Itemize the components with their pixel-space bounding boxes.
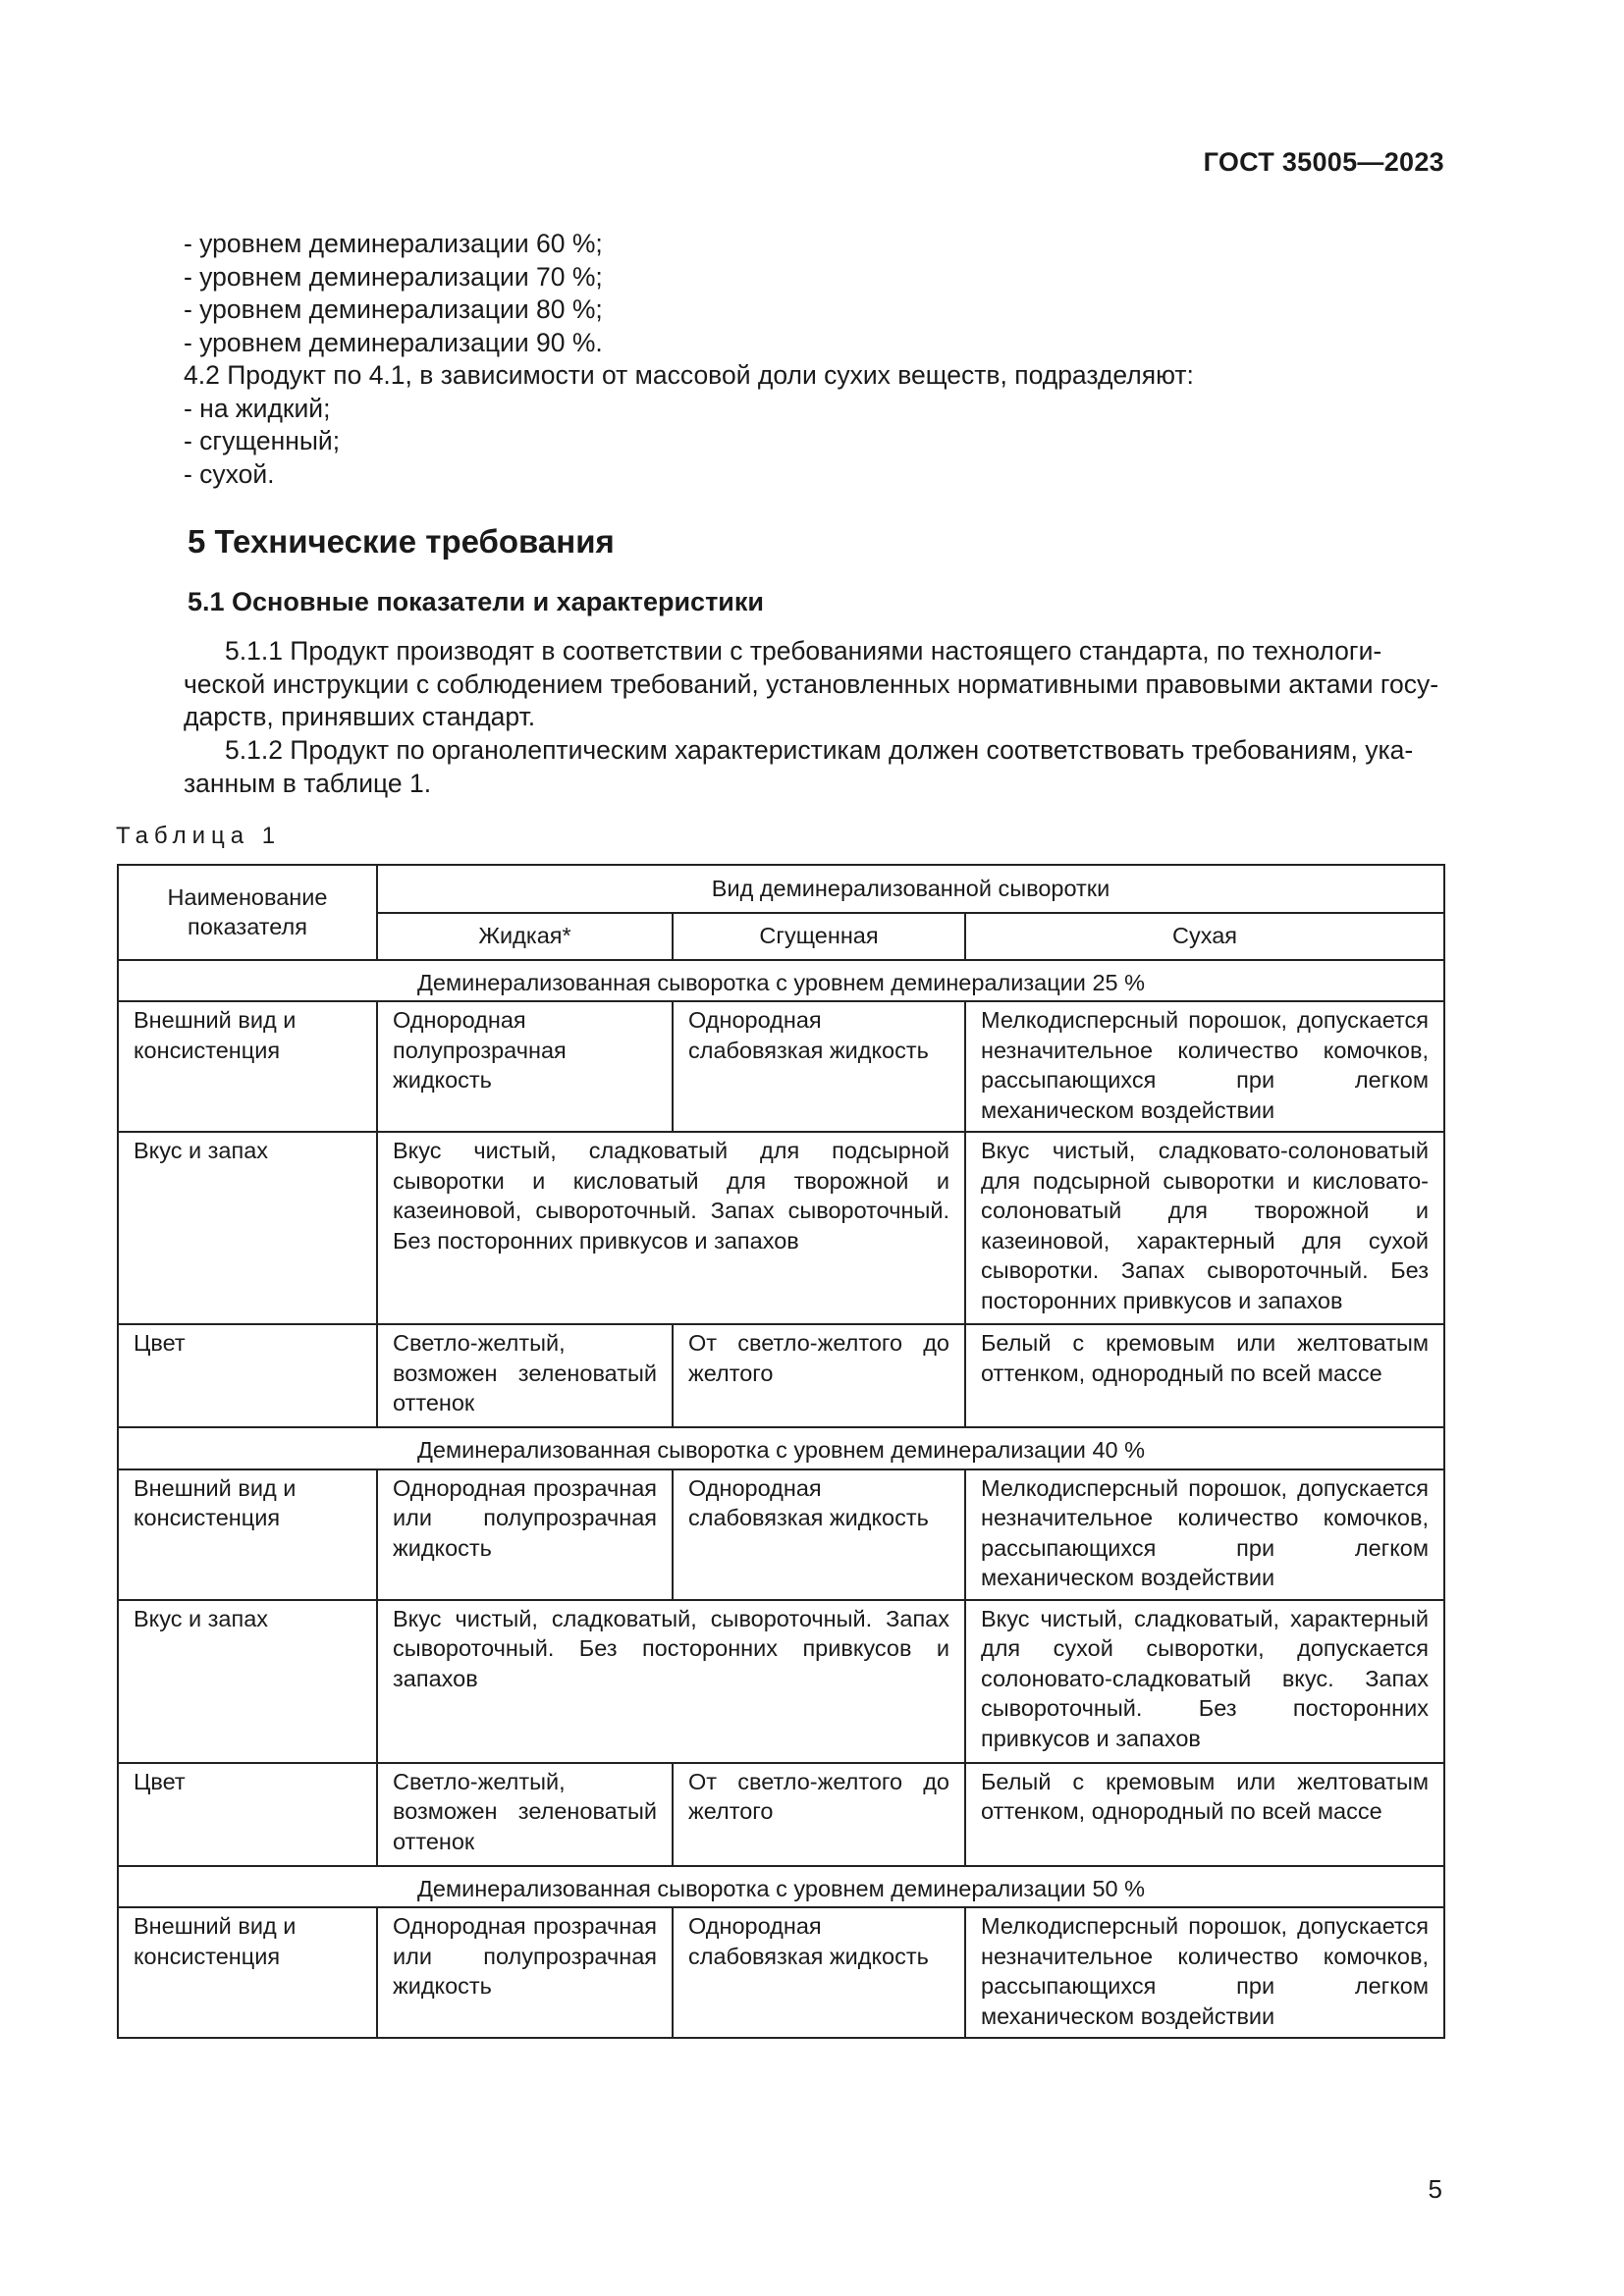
- list-item: - уровнем деминерализации 80 %;: [184, 294, 603, 324]
- list-item: - уровнем деминерализации 60 %;: [184, 229, 603, 258]
- paragraph-5-1-1: [184, 635, 1442, 734]
- cell-name: Цвет: [118, 1324, 377, 1427]
- paragraph-5-1-2: [184, 734, 1442, 800]
- table-row: [118, 1132, 1444, 1324]
- section-row: Деминерализованная сыворотка с уровнем деминерализации 25 %: [118, 960, 1444, 1002]
- cell-dry: Белый с кремовым или желтоватым оттенком, однородный по всей массе: [965, 1763, 1444, 1866]
- paragraph-line: 5.1.1 Продукт производят в соответствии с требованиями настоящего стандарта, по технологи-: [225, 636, 1382, 666]
- cell-name: Цвет: [118, 1763, 377, 1866]
- table-row: [118, 1469, 1444, 1600]
- cell-liquid: Светло-желтый, возможен зеленоватый оттенок: [377, 1763, 673, 1866]
- cell-liquid-condensed: Вкус чистый, сладковатый, сывороточный. Запах сывороточный. Без посторонних привкусов и запахов: [377, 1600, 965, 1763]
- table-row: [118, 1001, 1444, 1132]
- cell-dry: Вкус чистый, сладковато-солоноватый для подсырной сыворотки и кисловато-солоноватый для творожной и казеиновой, характерный для сухой сыворотки. Запах сывороточный. Без посторонних привкусов и запахов: [965, 1132, 1444, 1324]
- list-item: - сухой.: [184, 458, 275, 489]
- cell-condensed: От светло-желтого до желтого: [673, 1324, 965, 1427]
- cell-name: Внешний вид и консистенция: [118, 1001, 377, 1132]
- list-item: - на жидкий;: [184, 393, 331, 423]
- cell-name: Внешний вид и консистенция: [118, 1469, 377, 1600]
- header-name-col: Наименование показателя: [118, 865, 377, 960]
- intro-list: [184, 228, 1442, 491]
- cell-condensed: Однородная слабовязкая жидкость: [673, 1469, 965, 1600]
- cell-condensed: От светло-желтого до желтого: [673, 1763, 965, 1866]
- table-row: [118, 1763, 1444, 1866]
- cell-condensed: Однородная слабовязкая жидкость: [673, 1001, 965, 1132]
- paragraph-line: 5.1.2 Продукт по органолептическим характеристикам должен соответствовать требованиям, ука-: [225, 735, 1414, 765]
- cell-name: Вкус и запах: [118, 1600, 377, 1763]
- list-item: - сгущенный;: [184, 426, 341, 455]
- table-caption: Таблица 1: [116, 823, 282, 849]
- header-dry: Сухая: [965, 913, 1444, 960]
- table-row: [118, 1600, 1444, 1763]
- cell-dry: Мелкодисперсный порошок, допускается незначительное количество комочков, рассыпающихся при легком механическом воздействии: [965, 1907, 1444, 2038]
- cell-dry: Мелкодисперсный порошок, допускается незначительное количество комочков, рассыпающихся при легком механическом воздействии: [965, 1469, 1444, 1600]
- cell-liquid-condensed: Вкус чистый, сладковатый для подсырной сыворотки и кисловатый для творожной и казеиновой, сывороточный. Запах сывороточный. Без посторонних привкусов и запахов: [377, 1132, 965, 1324]
- section-title: 5 Технические требования: [188, 523, 615, 560]
- subsection-title: 5.1 Основные показатели и характеристики: [188, 587, 764, 616]
- clause-4-2: 4.2 Продукт по 4.1, в зависимости от массовой доли сухих веществ, подразделяют:: [184, 360, 1194, 390]
- paragraph-line: занным в таблице 1.: [184, 768, 432, 798]
- cell-liquid: Однородная прозрачная или полупрозрачная жидкость: [377, 1907, 673, 2038]
- header-condensed: Сгущенная: [673, 913, 965, 960]
- cell-name: Вкус и запах: [118, 1132, 377, 1324]
- cell-dry: Вкус чистый, сладковатый, характерный для сухой сыворотки, допускается солоновато-сладковатый вкус. Запах сывороточный. Без посторонних привкусов и запахов: [965, 1600, 1444, 1763]
- table-row: [118, 1324, 1444, 1427]
- specification-table: [117, 864, 1445, 2039]
- list-item: - уровнем деминерализации 70 %;: [184, 261, 603, 292]
- cell-liquid: Однородная прозрачная или полупрозрачная жидкость: [377, 1469, 673, 1600]
- section-row: Деминерализованная сыворотка с уровнем деминерализации 40 %: [118, 1427, 1444, 1469]
- cell-name: Внешний вид и консистенция: [118, 1907, 377, 2038]
- cell-dry: Мелкодисперсный порошок, допускается незначительное количество комочков, рассыпающихся при легком механическом воздействии: [965, 1001, 1444, 1132]
- cell-condensed: Однородная слабовязкая жидкость: [673, 1907, 965, 2038]
- table-row: [118, 1907, 1444, 2038]
- paragraph-line: дарств, принявших стандарт.: [184, 702, 536, 731]
- header-group: Вид деминерализованной сыворотки: [377, 865, 1444, 913]
- doc-code: ГОСТ 35005—2023: [1203, 147, 1444, 177]
- cell-liquid: Светло-желтый, возможен зеленоватый оттенок: [377, 1324, 673, 1427]
- header-liquid: Жидкая*: [377, 913, 673, 960]
- cell-liquid: Однородная полупрозрачная жидкость: [377, 1001, 673, 1132]
- cell-dry: Белый с кремовым или желтоватым оттенком, однородный по всей массе: [965, 1324, 1444, 1427]
- paragraph-line: ческой инструкции с соблюдением требований, установленных нормативными правовыми актами госу-: [184, 668, 1439, 699]
- list-item: - уровнем деминерализации 90 %.: [184, 327, 603, 357]
- page-number: 5: [1428, 2174, 1442, 2204]
- section-row: Деминерализованная сыворотка с уровнем деминерализации 50 %: [118, 1866, 1444, 1908]
